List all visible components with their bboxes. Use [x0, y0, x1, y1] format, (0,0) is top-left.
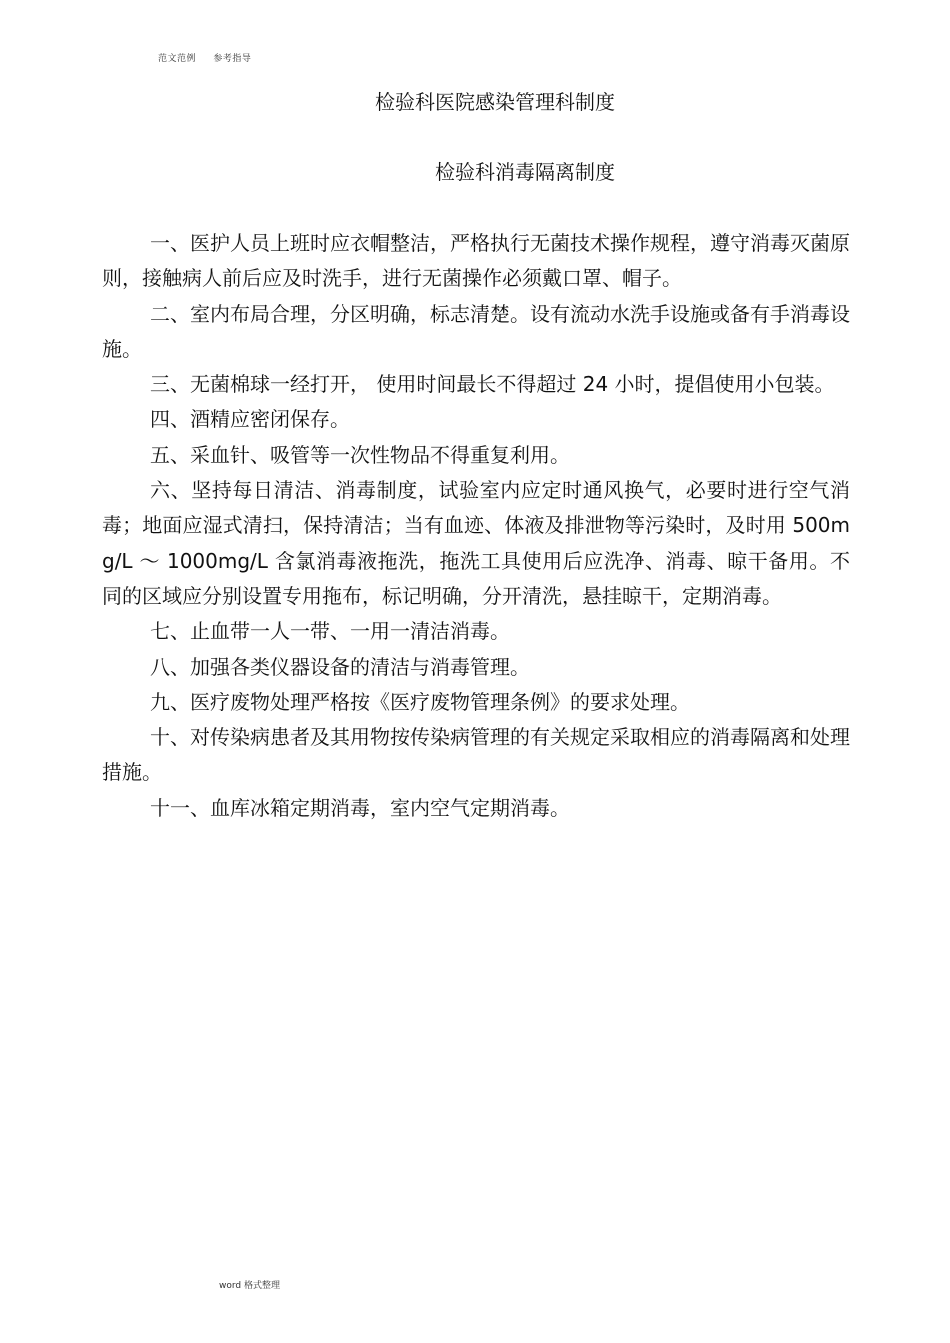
paragraph-8: 八、加强各类仪器设备的清洁与消毒管理。	[150, 654, 530, 679]
paragraph-7: 七、止血带一人一带、一用一清洁消毒。	[150, 619, 510, 644]
paragraph-9: 九、医疗废物处理严格按《医疗废物管理条例》的要求处理。	[150, 689, 690, 714]
header-note	[158, 51, 251, 64]
paragraph-2: 二、室内布局合理，分区明确，标志清楚。设有流动水洗手设施或备有手消毒设施。	[102, 301, 850, 361]
document-subtitle: 检验科消毒隔离制度	[435, 160, 615, 184]
paragraph-10: 十、对传染病患者及其用物按传染病管理的有关规定采取相应的消毒隔离和处理措施。	[102, 725, 850, 785]
paragraph-5: 五、采血针、吸管等一次性物品不得重复利用。	[150, 442, 570, 467]
document-body	[102, 226, 850, 826]
paragraph-6: 六、坚持每日清洁、消毒制度，试验室内应定时通风换气，必要时进行空气消毒；地面应湿式清扫，保持清洁；当有血迹、体液及排泄物等污染时，及时用 500mg/L ～ 1000mg/L 含氯消毒液拖洗，拖洗工具使用后应洗净、消毒、晾干备用。不同的区域应分别设置专用拖布，标记明确，分开清洗，悬挂晾干，定期消毒。	[102, 478, 850, 608]
paragraph-1: 一、医护人员上班时应衣帽整洁，严格执行无菌技术操作规程，遵守消毒灭菌原则，接触病人前后应及时洗手，进行无菌操作必须戴口罩、帽子。	[102, 231, 850, 291]
header-right-label: 参考指导	[213, 54, 252, 64]
paragraph-4: 四、酒精应密闭保存。	[150, 407, 350, 432]
footer-note: word 格式整理	[219, 1281, 280, 1291]
header-left-label: 范文范例	[158, 54, 197, 64]
paragraph-3: 三、无菌棉球一经打开， 使用时间最长不得超过 24 小时，提倡使用小包装。	[150, 372, 835, 397]
document-title: 检验科医院感染管理科制度	[375, 90, 615, 114]
paragraph-11: 十一、血库冰箱定期消毒，室内空气定期消毒。	[150, 795, 570, 820]
